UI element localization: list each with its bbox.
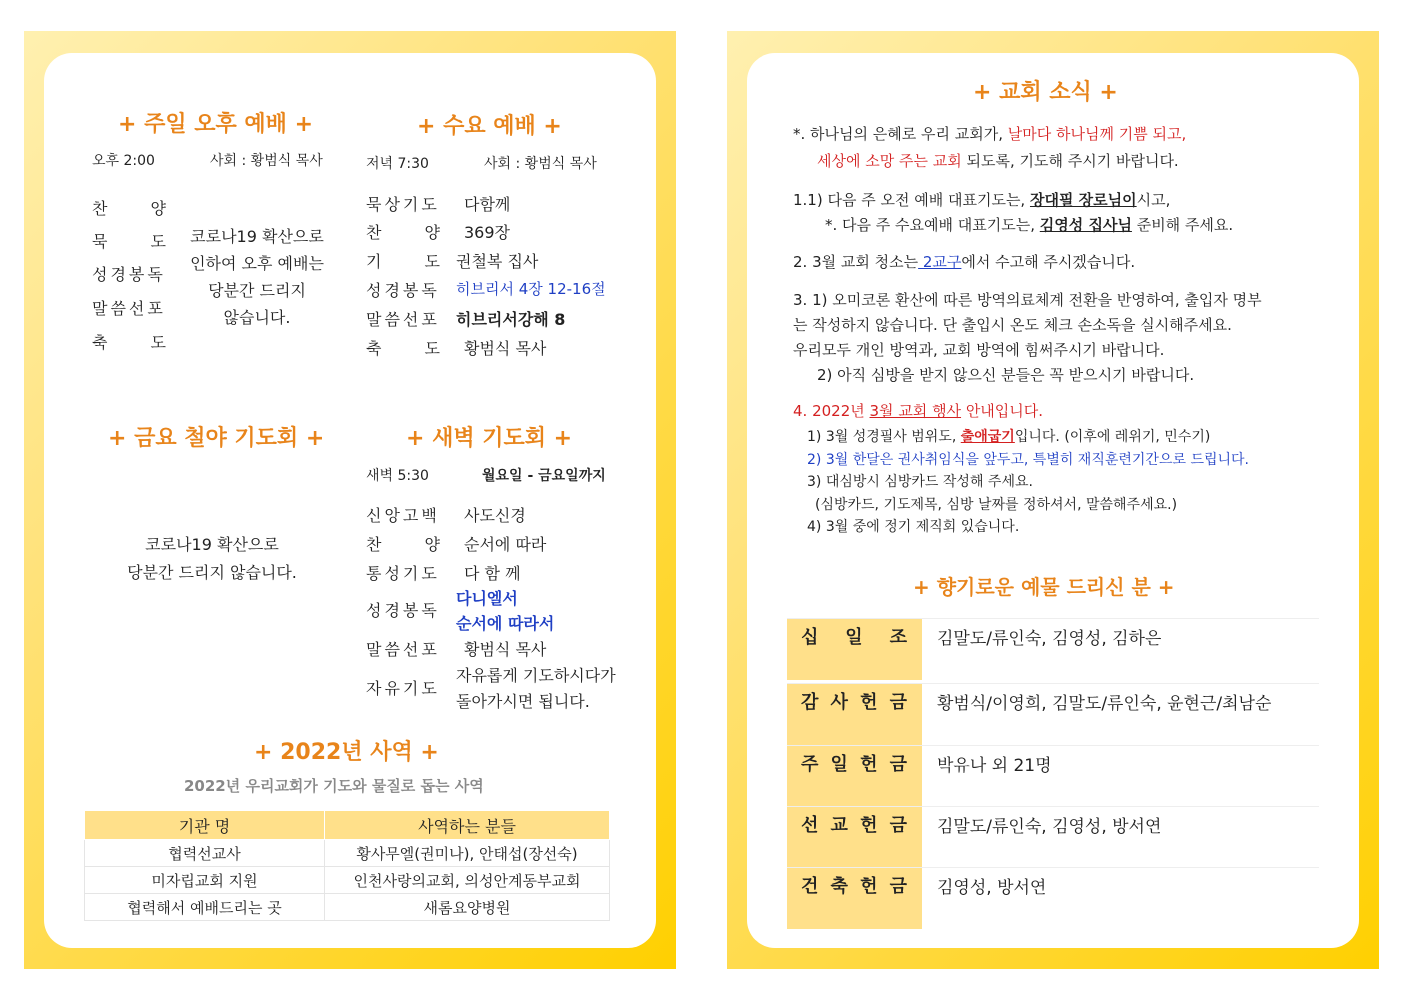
table-row (85, 840, 610, 867)
table-cell: 협력해서 예배드리는 곳 (85, 894, 325, 921)
dawn-label: 자유기도 (366, 679, 440, 698)
dawn-scripture: 다니엘서 (456, 589, 518, 608)
sunday-time: 오후 2:00 (92, 153, 155, 169)
offering-donors: 박유나 외 21명 (937, 756, 1052, 776)
news-paragraph-3-line4: 2) 아직 심방을 받지 않으신 분들은 꼭 받으시기 바랍니다. (817, 366, 1195, 384)
table-cell: 인천사랑의교회, 의성안계동부교회 (325, 867, 610, 894)
wednesday-scripture: 히브리서 4장 12-16절 (456, 280, 606, 298)
news-event-2: 2) 3월 한달은 권사취임식을 앞두고, 특별히 재직훈련기간으로 드립니다. (807, 452, 1249, 468)
sunday-service-title: + 주일 오후 예배 + (118, 112, 314, 137)
news-event-4: 4) 3월 중에 정기 제직회 있습니다. (807, 519, 1020, 535)
news-paragraph-4: 4. 2022년 3월 교회 행사 안내입니다. (793, 402, 1044, 420)
offering-row (787, 745, 1319, 807)
offering-donors: 황범식/이영희, 김말도/류인숙, 윤현근/최남순 (937, 694, 1272, 714)
news-paragraph-3-line2: 는 작성하지 않습니다. 단 출입시 온도 체크 손소독을 실시해주세요. (793, 316, 1232, 334)
dawn-time: 새벽 5:30 (366, 468, 429, 484)
dawn-value-2: 돌아가시면 됩니다. (456, 692, 590, 711)
sunday-item: 묵 도 (92, 232, 166, 251)
mission-subtitle: 2022년 우리교회가 기도와 물질로 돕는 사역 (184, 777, 484, 795)
news-paragraph-0b: 세상에 소망 주는 교회 되도록, 기도해 주시기 바랍니다. (817, 152, 1179, 170)
wednesday-value: 황범식 목사 (464, 339, 547, 358)
dawn-label: 신앙고백 (366, 506, 440, 525)
offering-row (787, 618, 1319, 680)
offering-donors: 김영성, 방서연 (937, 878, 1047, 898)
table-header-row (85, 811, 610, 840)
left-card (44, 53, 656, 948)
news-event-3b: (심방카드, 기도제목, 심방 날짜를 정하셔서, 말씀해주세요.) (815, 497, 1178, 513)
news-event-3: 3) 대심방시 심방카드 작성해 주세요. (807, 474, 1033, 490)
dawn-value: 사도신경 (464, 506, 526, 525)
news-event-1: 1) 3월 성경필사 범위도, 출애굽기입니다. (이후에 레위기, 민수기) (807, 429, 1211, 445)
offering-label: 감 사 헌 금 (787, 684, 922, 745)
offering-row (787, 806, 1319, 868)
wednesday-value: 369장 (464, 223, 510, 242)
offering-donors: 김말도/류인숙, 김영성, 김하은 (937, 629, 1162, 649)
friday-note: 코로나19 확산으로 당분간 드리지 않습니다. (127, 535, 297, 582)
wednesday-value: 다함께 (464, 195, 511, 214)
table-row (85, 867, 610, 894)
dawn-label: 통성기도 (366, 564, 440, 583)
offering-row (787, 867, 1319, 929)
right-card (747, 53, 1359, 948)
news-paragraph-3-line1: 3. 1) 오미코론 환산에 따른 방역의료체계 전환을 반영하여, 출입자 명부 (793, 291, 1262, 309)
table-cell: 미자립교회 지원 (85, 867, 325, 894)
dawn-value: 자유롭게 기도하시다가 (456, 666, 616, 685)
news-paragraph-3-line3: 우리모두 개인 방역과, 교회 방역에 힘써주시기 바랍니다. (793, 341, 1165, 359)
right-page (727, 31, 1379, 969)
wednesday-value: 권철복 집사 (456, 252, 539, 271)
news-paragraph-2: 2. 3월 교회 청소는 2교구에서 수고해 주시겠습니다. (793, 253, 1136, 271)
wednesday-label: 찬 양 (366, 223, 440, 242)
wednesday-label: 축 도 (366, 339, 440, 358)
offering-label: 주 일 헌 금 (787, 746, 922, 807)
table-header: 사역하는 분들 (325, 811, 610, 840)
news-paragraph-1: 1.1) 다음 주 오전 예배 대표기도는, 장대필 장로님이시고, (793, 191, 1171, 209)
sunday-item: 말씀선포 (92, 299, 166, 318)
wednesday-host: 사회 : 황범식 목사 (484, 156, 597, 172)
wednesday-sermon: 히브리서강해 8 (456, 310, 566, 329)
sunday-item: 축 도 (92, 333, 166, 352)
sunday-note: 코로나19 확산으로 인하여 오후 예배는 당분간 드리지 않습니다. (190, 227, 324, 327)
dawn-prayer-title: + 새벽 기도회 + (406, 426, 573, 451)
offering-label: 건 축 헌 금 (787, 868, 922, 929)
mission-title: + 2022년 사역 + (254, 740, 439, 765)
wednesday-label: 말씀선포 (366, 310, 440, 329)
offering-donors: 김말도/류인숙, 김영성, 방서연 (937, 817, 1162, 837)
dawn-scripture-2: 순서에 따라서 (456, 614, 555, 633)
left-page (24, 31, 676, 969)
friday-prayer-title: + 금요 철야 기도회 + (108, 426, 325, 451)
news-paragraph-1b: *. 다음 주 수요예배 대표기도는, 김영성 집사님 준비해 주세요. (825, 216, 1234, 234)
news-paragraph-0: *. 하나님의 은혜로 우리 교회가, 날마다 하나님께 기쁨 되고, (793, 125, 1187, 143)
offering-label: 선 교 헌 금 (787, 807, 922, 868)
table-cell: 황사무엘(권미나), 안태섭(장선숙) (325, 840, 610, 867)
dawn-label: 말씀선포 (366, 640, 440, 659)
sunday-host: 사회 : 황범식 목사 (210, 153, 323, 169)
wednesday-label: 기 도 (366, 252, 440, 271)
mission-table (84, 810, 610, 921)
offering-title: + 향기로운 예물 드리신 분 + (913, 575, 1175, 599)
wednesday-time: 저녁 7:30 (366, 156, 429, 172)
wednesday-label: 성경봉독 (366, 281, 440, 300)
church-news-title: + 교회 소식 + (973, 80, 1118, 105)
table-row (85, 894, 610, 921)
dawn-value: 다 함 께 (464, 564, 521, 583)
wednesday-label: 묵상기도 (366, 195, 440, 214)
dawn-value: 순서에 따라 (464, 535, 547, 554)
dawn-label: 찬 양 (366, 535, 440, 554)
sunday-item: 찬 양 (92, 199, 166, 218)
sunday-item: 성경봉독 (92, 265, 166, 284)
wednesday-service-title: + 수요 예배 + (417, 114, 562, 139)
dawn-days: 월요일 - 금요일까지 (482, 468, 606, 484)
table-header: 기관 명 (85, 811, 325, 840)
offering-row (787, 683, 1319, 745)
dawn-value: 황범식 목사 (464, 640, 547, 659)
table-cell: 협력선교사 (85, 840, 325, 867)
offering-label: 십 일 조 (787, 619, 922, 680)
dawn-label: 성경봉독 (366, 601, 440, 620)
table-cell: 새롬요양병원 (325, 894, 610, 921)
